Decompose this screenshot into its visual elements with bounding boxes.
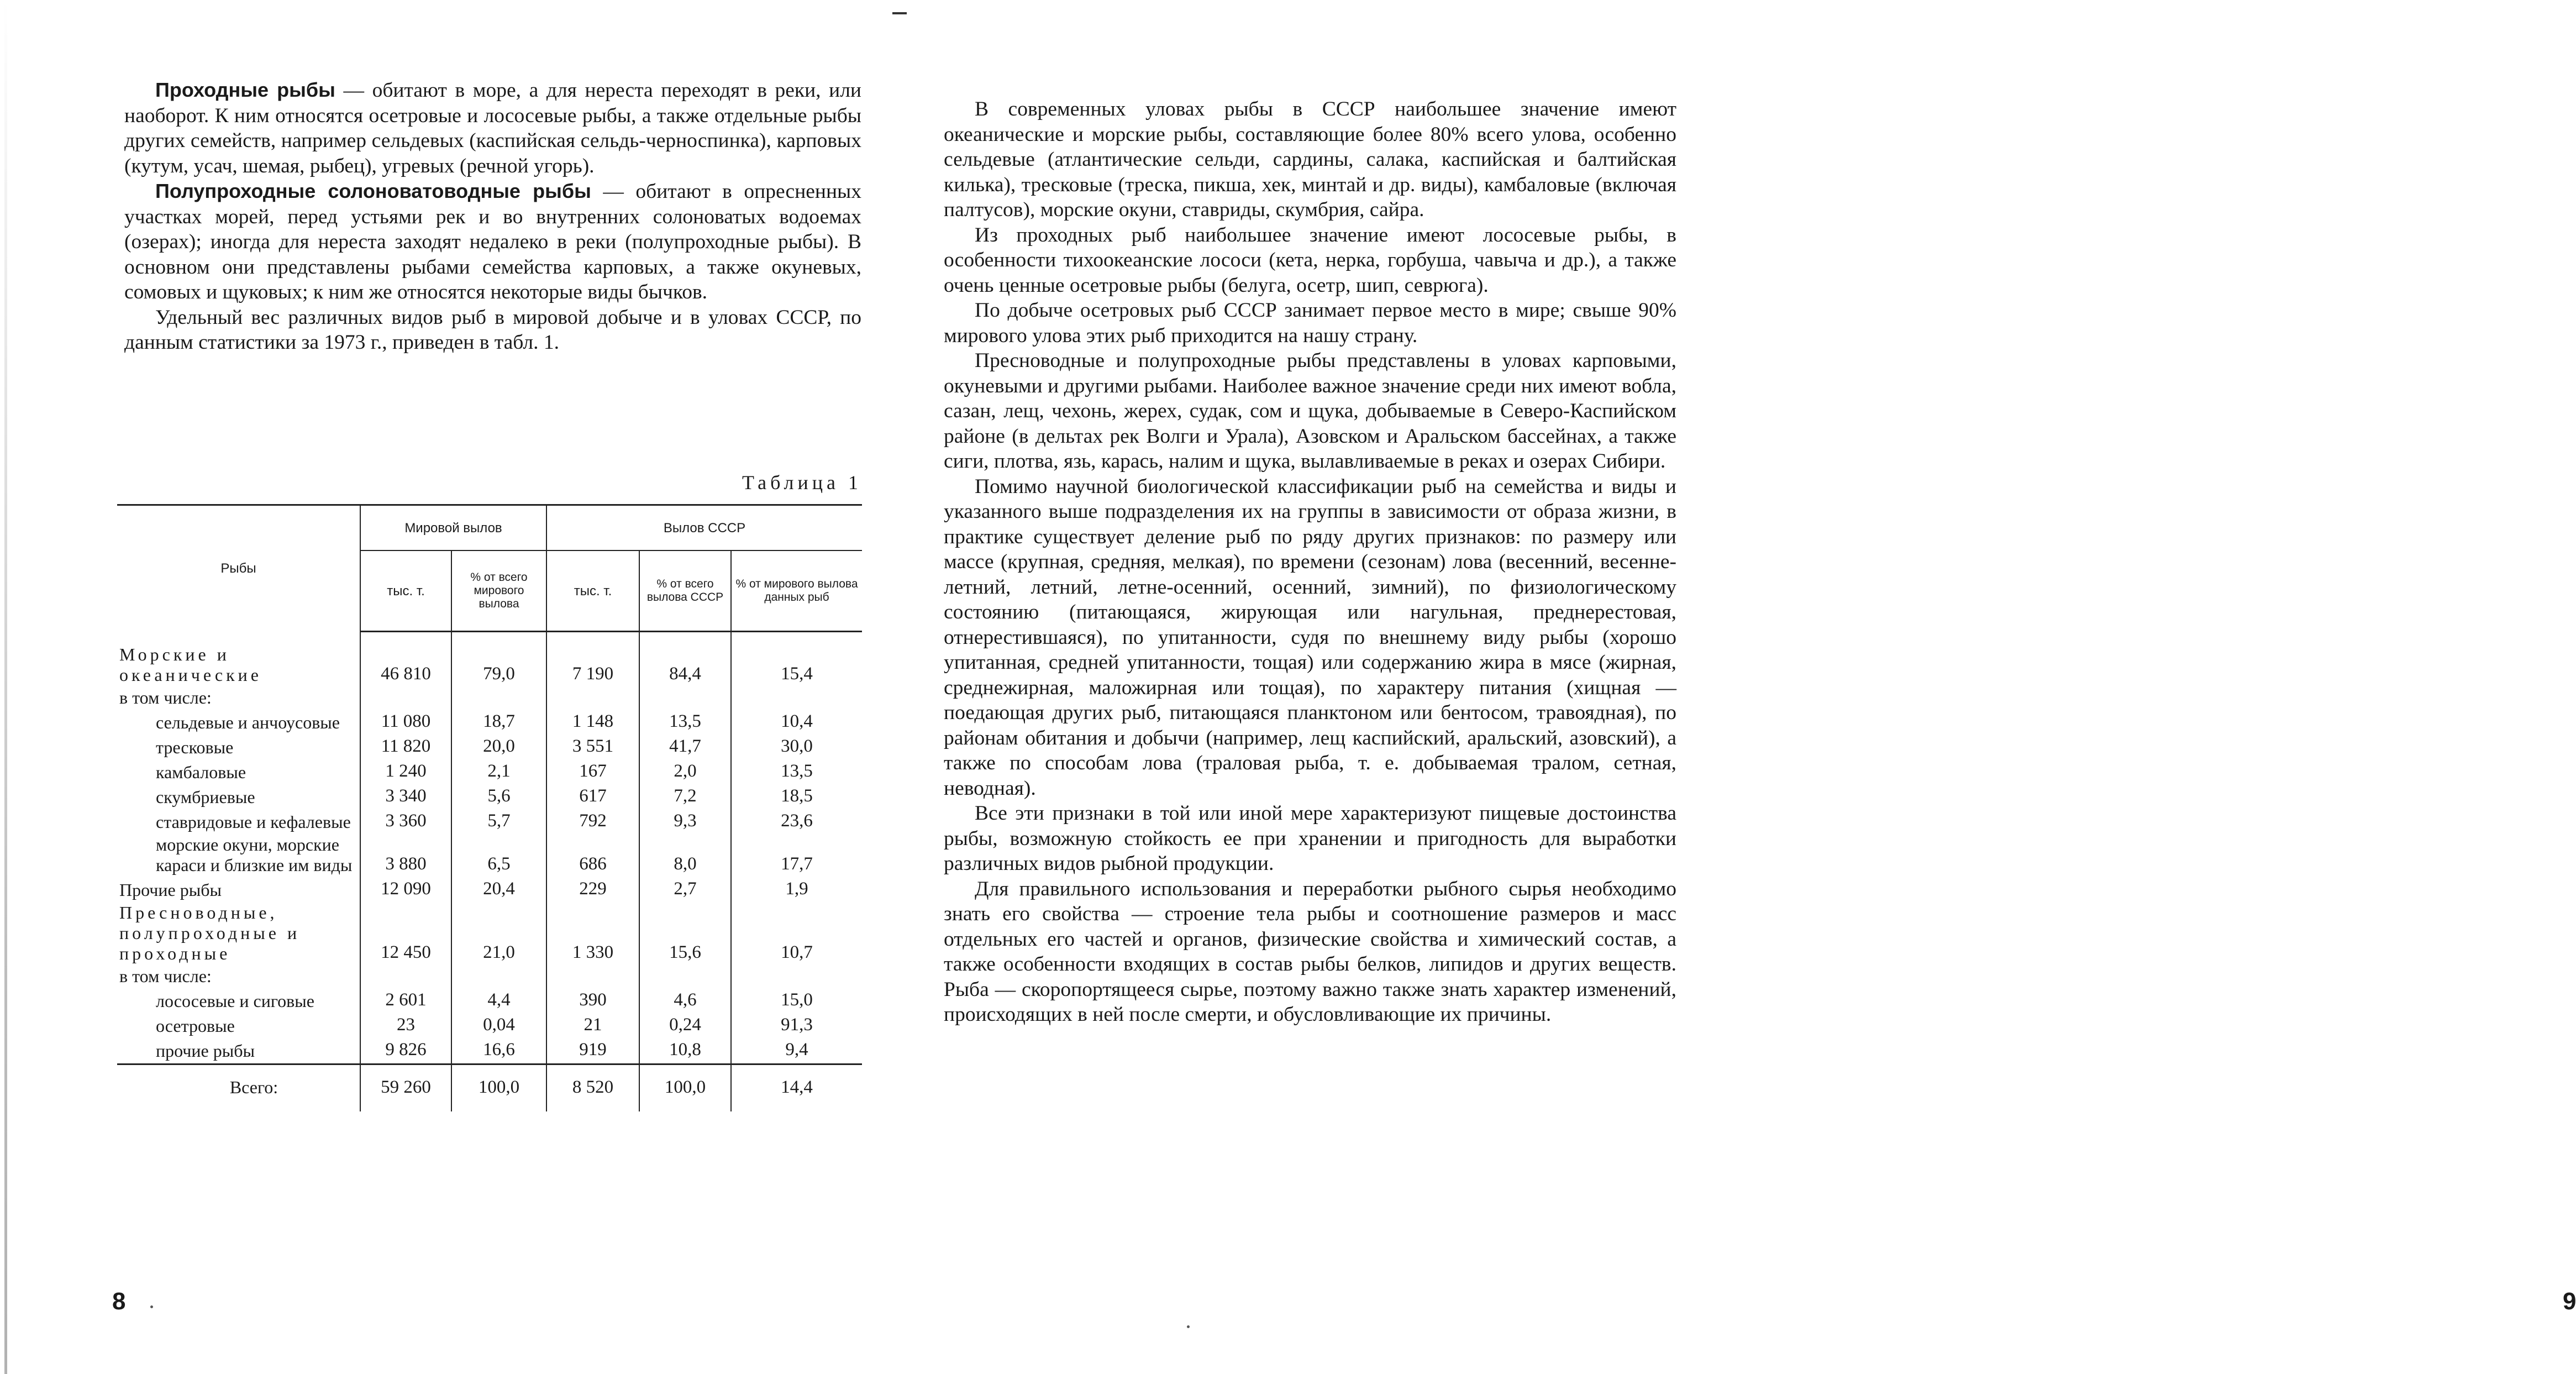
header-world-catch: Мировой вылов	[360, 505, 546, 551]
table-row: ставридовые и кефалевые 3 360 5,7 792 9,3 23,6	[117, 810, 862, 835]
term-semi-anadromous: Полупроходные солоноватоводные рыбы	[155, 180, 591, 202]
table-row: в том числе:	[117, 966, 862, 989]
table-row: морские окуни, морские караси и близкие им виды 3 880 6,5 686 8,0 17,7	[117, 835, 862, 878]
table-row: Морские и океанические 46 810 79,0 7 190 84,4 15,4	[117, 644, 862, 688]
table-total-row: Всего: 59 260 100,0 8 520 100,0 14,4	[117, 1064, 862, 1112]
left-page	[0, 0, 895, 1374]
paragraph-table-intro: Удельный вес различных видов рыб в мировой добыче и в уловах СССР, по данным статистики за 1973 г., приведен в табл. 1.	[124, 306, 861, 354]
table-row: в том числе:	[117, 688, 862, 710]
table-row: Прочие рыбы 12 090 20,4 229 2,7 1,9	[117, 878, 862, 903]
table-row: сельдевые и анчоусовые 11 080 18,7 1 148 13,5 10,4	[117, 710, 862, 735]
header-world-thousand-tons: тыс. т.	[360, 550, 451, 632]
header-world-percent: % от всего мирового вылова	[451, 550, 546, 632]
table-row: тресковые 11 820 20,0 3 551 41,7 30,0	[117, 735, 862, 760]
table-row: лососевые и сиговые 2 601 4,4 390 4,6 15,0	[117, 989, 862, 1014]
header-ussr-thousand-tons: тыс. т.	[546, 550, 639, 632]
header-ussr-catch: Вылов СССР	[546, 505, 862, 551]
scan-speck	[150, 1305, 153, 1308]
paragraph-classification: Помимо научной биологической классификации рыб на семейства и виды и указанного выше подразделения их на группы в зависимости от образа жизни, в практике существует деление рыб по ряду других признаков: по размеру или массе (крупная, средняя, мелкая), по времени (сезонам) лова (весенний, весенне-летний, летний, летне-осенний, осенний, зимний), по физиологическому состоянию (питающаяся, жирующая или нагульная, преднерестовая, отнерестившаяся), по упитанности, судя по внешнему виду рыбы (хорошо упитанная, средней упитанности, тощая) или содержанию жира в мясе (жирная, среднежирная, маложирная или тощая), по характеру питания (хищная — поедающая других рыб, питающаяся планктоном или бентосом, травоядная), по районам обитания и добычи (например, лещ каспийский, аральский, азовский), а также по способам лова (траловая рыба, т. е. добываемая тралом, сетная, неводная).	[944, 475, 1676, 800]
table-row: Пресноводные, полупроходные и проходные 12 450 21,0 1 330 15,6 10,7	[117, 903, 862, 966]
paragraph-modern-catch: В современных уловах рыбы в СССР наибольшее значение имеют океанические и морские рыбы, составляющие более 80% всего улова, особенно сельдевые (атлантические сельди, сардины, салака, каспийская и балтийская килька), тресковые (треска, пикша, хек, минтай и др. виды), камбаловые (включая палтусов), морские окуни, ставриды, скумбрия, сайра.	[944, 98, 1676, 221]
header-fish: Рыбы	[117, 505, 360, 632]
right-text-block	[944, 97, 1676, 1027]
header-share-of-world: % от мирового вылова данных рыб	[731, 550, 862, 632]
table-row: прочие рыбы 9 826 16,6 919 10,8 9,4	[117, 1039, 862, 1064]
table-caption: Таблица 1	[742, 471, 862, 494]
table-row: осетровые 23 0,04 21 0,24 91,3	[117, 1014, 862, 1039]
scan-speck	[1187, 1325, 1190, 1328]
page-number-right: 9	[2563, 1288, 2576, 1315]
paragraph-raw-material: Для правильного использования и переработки рыбного сырья необходимо знать его свойства — строение тела рыбы и соотношение размеров и масс отдельных его частей и органов, физические свойства и химический состав, а также особенности входящих в состав рыбы белков, липидов и других веществ. Рыба — скоропортящееся сырье, поэтому важно также знать характер изменений, происходящих в ней после смерти, и обусловливающие их причины.	[944, 877, 1676, 1026]
paragraph-anadromous: Проходные рыбы — обитают в море, а для нереста переходят в реки, или наоборот. К ним относятся осетровые и лососевые рыбы, а также отдельные рыбы других семейств, например сельдевых (каспийская сельдь-черноспинка), карповых (кутум, усач, шемая, рыбец), угревых (речной угорь).	[124, 78, 861, 177]
table-row: камбаловые 1 240 2,1 167 2,0 13,5	[117, 760, 862, 785]
fish-catch-table	[117, 504, 862, 1111]
paragraph-food-quality: Все эти признаки в той или иной мере характеризуют пищевые достоинства рыбы, возможную стойкость ее при хранении и пригодность для выработки различных видов рыбной продукции.	[944, 802, 1676, 875]
left-text-block	[124, 77, 861, 355]
paragraph-anadromous-catch: Из проходных рыб наибольшее значение имеют лососевые рыбы, в особенности тихоокеанские лососи (кета, нерка, горбуша, чавыча и др.), а также очень ценные осетровые рыбы (белуга, осетр, шип, севрюга).	[944, 223, 1676, 297]
paragraph-semi-anadromous: Полупроходные солоноватоводные рыбы — обитают в опресненных участках морей, перед устьями рек и во внутренних солоноватых водоемах (озерах); иногда для нереста заходят недалеко в реки (полупроходные рыбы). В основном они представлены рыбами семейства карповых, а также окуневых, сомовых и щуковых; к ним же относятся некоторые виды бычков.	[124, 180, 861, 303]
term-anadromous: Проходные рыбы	[155, 78, 335, 101]
paragraph-sturgeon: По добыче осетровых рыб СССР занимает первое место в мире; свыше 90% мирового улова этих рыб приходится на нашу страну.	[944, 299, 1676, 347]
table-row: скумбриевые 3 340 5,6 617 7,2 18,5	[117, 785, 862, 810]
page-number-left: 8	[112, 1288, 126, 1315]
header-ussr-percent: % от всего вылова СССР	[639, 550, 731, 632]
paragraph-freshwater: Пресноводные и полупроходные рыбы представлены в уловах карповыми, окуневыми и другими рыбами. Наиболее важное значение среди них имеют вобла, сазан, лещ, чехонь, жерех, судак, сом и щука, добываемые в Северо-Каспийском районе (в дельтах рек Волги и Урала), Азовском и Аральском бассейнах, а также сиги, плотва, язь, карась, налим и щука, вылавливаемые в реках и озерах Сибири.	[944, 349, 1676, 473]
